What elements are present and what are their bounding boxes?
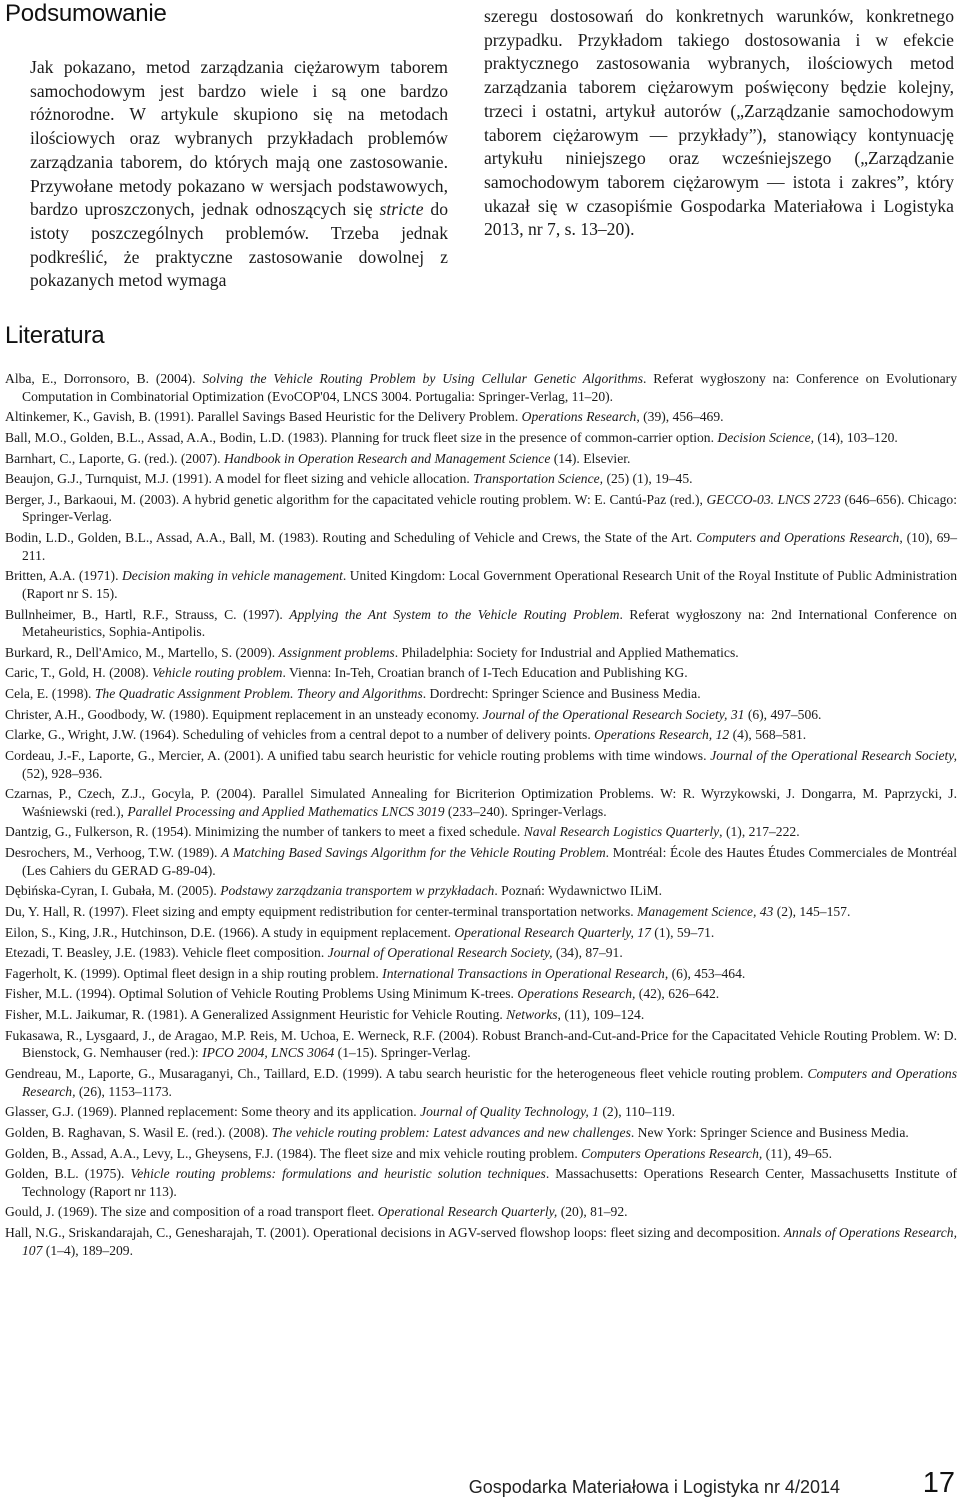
reference-text: (1), 59–71. bbox=[650, 924, 715, 940]
reference-italic-title: Solving the Vehicle Routing Problem by Using Cellular Genetic Algorithms bbox=[202, 371, 644, 386]
reference-text: Fukasawa, R., Lysgaard, J., de Aragao, M.P. Reis, M. Uchoa, E. Werneck, R.F. (2004). Robust Branch-and-Cut-and-Price for the Capacitated Vehicle Routing Problem. W: D. Bienstock, G. Nemhauser (red.): bbox=[5, 1027, 957, 1061]
reference-text: Desrochers, M., Verhoog, T.W. (1989). bbox=[5, 845, 222, 861]
reference-text: , (6), 453–464. bbox=[664, 965, 746, 981]
reference-text: (11), 49–65. bbox=[762, 1145, 833, 1161]
summary-left-italic: stricte bbox=[379, 199, 424, 220]
reference-italic-title: IPCO 2004, LNCS 3064 bbox=[202, 1045, 335, 1061]
reference-italic-title: Assignment problems bbox=[278, 644, 395, 660]
reference-text: Cordeau, J.-F., Laporte, G., Mercier, A. (2001). A unified tabu search heuristic for vehicle routing problems with time windows. bbox=[5, 747, 711, 763]
reference-item bbox=[5, 1165, 957, 1200]
reference-text: Gould, J. (1969). The size and composition of a road transport fleet. bbox=[5, 1204, 378, 1220]
reference-italic-title: Decision making in vehicle management bbox=[121, 568, 343, 584]
reference-item bbox=[5, 370, 957, 405]
reference-item bbox=[5, 1145, 957, 1163]
reference-text: . Montréal: École des Hautes Études Commerciales de Montréal (Les Cahiers du GERAD G-89-04). bbox=[22, 845, 957, 878]
reference-item bbox=[5, 529, 957, 564]
reference-item bbox=[5, 706, 957, 724]
reference-italic-title: Operations Research, bbox=[521, 409, 640, 425]
reference-item bbox=[5, 785, 957, 820]
reference-italic-title: Computers and Operations Research bbox=[696, 530, 900, 546]
reference-item bbox=[5, 470, 957, 488]
reference-text: (233–240). Springer-Verlags. bbox=[444, 803, 607, 819]
reference-item bbox=[5, 1224, 957, 1259]
reference-item bbox=[5, 1006, 957, 1024]
reference-text: . United Kingdom: Local Government Operational Research Unit of the Royal Institute of Public Administration (Raport nr S. 15). bbox=[22, 568, 957, 601]
reference-italic-title: Computers Operations Research, bbox=[581, 1145, 763, 1161]
reference-italic-title: Vehicle routing problem bbox=[152, 665, 283, 681]
summary-right-text: szeregu dostosowań do konkretnych warunków, konkretnego przypadku. Przykładom takiego dostosowania i w efekcie praktycznego zastosowania wybranych, ilościowych metod zarządzania taborem ciężarowym poświęcony będzie kolejny, trzeci i ostatni, artykuł autorów („Zarządzanie samochodowym taborem ciężarowym — przykłady”), stanowiący kontynuację artykułu niniejszego oraz wcześniejszego („Zarządzanie samochodowym taborem ciężarowym — istota i zakres”, który ukazał się w czasopiśmie Gospodarka Materiałowa i Logistyka 2013, nr 7, s. 13–20). bbox=[484, 6, 954, 240]
reference-text: Golden, B., Assad, A.A., Levy, L., Gheysens, F.J. (1984). The fleet size and mix vehicle routing problem. bbox=[5, 1145, 582, 1161]
reference-italic-title: Journal of the Operational Research Society, 31 bbox=[482, 706, 745, 722]
summary-right-column bbox=[484, 5, 954, 242]
reference-text: (14), 103–120. bbox=[814, 429, 898, 445]
reference-item bbox=[5, 944, 957, 962]
reference-item bbox=[5, 1027, 957, 1062]
reference-text: Clarke, G., Wright, J.W. (1964). Scheduling of vehicles from a central depot to a number of delivery points. bbox=[5, 727, 595, 743]
reference-item bbox=[5, 408, 957, 426]
reference-italic-title: Annals of Operations Research, 107 bbox=[22, 1225, 957, 1258]
reference-list bbox=[5, 370, 957, 1262]
reference-text: (20), 81–92. bbox=[557, 1204, 628, 1220]
reference-italic-title: Transportation Science, bbox=[473, 471, 604, 487]
reference-text: Fisher, M.L. (1994). Optimal Solution of Vehicle Routing Problems Using Minimum K-trees. bbox=[5, 986, 518, 1002]
reference-item bbox=[5, 567, 957, 602]
reference-text: (42), 626–642. bbox=[635, 986, 720, 1002]
reference-text: (2), 145–157. bbox=[773, 903, 851, 919]
reference-italic-title: The Quadratic Assignment Problem. Theory and Algorithms bbox=[94, 686, 423, 702]
reference-italic-title: GECCO-03. LNCS 2723 bbox=[706, 491, 841, 507]
reference-text: Christer, A.H., Goodbody, W. (1980). Equipment replacement in an unsteady economy. bbox=[5, 706, 483, 722]
reference-item bbox=[5, 685, 957, 703]
reference-item bbox=[5, 429, 957, 447]
reference-text: Bodin, L.D., Golden, B.L., Assad, A.A., Ball, M. (1983). Routing and Scheduling of Vehicle and Crews, the State of the Art. bbox=[5, 530, 697, 546]
reference-text: . Referat wygłoszony na: 2nd International Conference on Metaheuristics, Sophia-Antipolis. bbox=[22, 606, 957, 640]
summary-left-text-cont: do istoty poszczególnych problemów. Trzeba jednak podkreślić, że praktyczne zastosowanie dowolnej z pokazanych metod wymaga bbox=[30, 199, 448, 291]
reference-italic-title: Podstawy zarządzania transportem w przykładach bbox=[220, 883, 495, 899]
reference-text: Bullnheimer, B., Hartl, R.F., Strauss, C. (1997). bbox=[5, 606, 290, 622]
reference-text: Caric, T., Gold, H. (2008). bbox=[5, 665, 153, 681]
reference-text: (1–4), 189–209. bbox=[42, 1242, 134, 1258]
reference-text: Golden, B.L. (1975). bbox=[5, 1166, 131, 1182]
reference-item bbox=[5, 726, 957, 744]
reference-italic-title: Naval Research Logistics Quarterly bbox=[523, 824, 720, 840]
reference-italic-title: Journal of the Operational Research Society, bbox=[710, 747, 957, 763]
reference-italic-title: Journal of Quality Technology, 1 bbox=[420, 1104, 599, 1120]
reference-italic-title: Networks bbox=[506, 1007, 558, 1023]
section-heading-literature: Literatura bbox=[5, 322, 105, 349]
reference-item bbox=[5, 844, 957, 879]
reference-text: (1–15). Springer-Verlag. bbox=[334, 1045, 471, 1061]
reference-item bbox=[5, 644, 957, 662]
reference-italic-title: Management Science, 43 bbox=[637, 903, 774, 919]
reference-text: Eilon, S., King, J.R., Hutchinson, D.E. (1966). A study in equipment replacement. bbox=[5, 924, 455, 940]
reference-text: (39), 456–469. bbox=[639, 409, 724, 425]
reference-item bbox=[5, 450, 957, 468]
reference-item bbox=[5, 664, 957, 682]
reference-item bbox=[5, 882, 957, 900]
reference-text: . Poznań: Wydawnictwo ILiM. bbox=[494, 883, 663, 899]
reference-text: (646–656). Chicago: Springer-Verlag. bbox=[22, 491, 958, 525]
reference-italic-title: Operations Research, bbox=[517, 986, 636, 1002]
reference-text: , (10), 69–211. bbox=[22, 530, 958, 563]
reference-text: (52), 928–936. bbox=[22, 765, 103, 781]
reference-italic-title: International Transactions in Operational Research bbox=[382, 965, 665, 981]
reference-italic-title: The vehicle routing problem: Latest advances and new challenges bbox=[271, 1124, 631, 1140]
reference-text: (26), 1153–1173. bbox=[75, 1083, 172, 1099]
reference-text: (6), 497–506. bbox=[744, 706, 822, 722]
reference-italic-title: Operations Research, 12 bbox=[594, 727, 730, 743]
reference-text: . New York: Springer Science and Business Media. bbox=[630, 1124, 909, 1140]
reference-italic-title: Handbook in Operation Research and Management Science bbox=[223, 450, 551, 466]
reference-text: Britten, A.A. (1971). bbox=[5, 568, 122, 584]
reference-text: (25) (1), 19–45. bbox=[603, 471, 693, 487]
reference-text: Barnhart, C., Laporte, G. (red.). (2007). bbox=[5, 450, 224, 466]
reference-italic-title: Decision Science, bbox=[717, 429, 815, 445]
reference-item bbox=[5, 965, 957, 983]
reference-text: Beaujon, G.J., Turnquist, M.J. (1991). A model for fleet sizing and vehicle allocation. bbox=[5, 471, 474, 487]
section-heading-summary: Podsumowanie bbox=[5, 0, 167, 27]
reference-text: Gendreau, M., Laporte, G., Musaraganyi, Ch., Taillard, E.D. (1999). A tabu search heuristic for the heterogeneous fleet vehicle routing problem. bbox=[5, 1066, 808, 1081]
reference-text: Du, Y. Hall, R. (1997). Fleet sizing and empty equipment redistribution for center-terminal transportation networks. bbox=[5, 903, 638, 919]
reference-item bbox=[5, 924, 957, 942]
reference-text: Berger, J., Barkaoui, M. (2003). A hybrid genetic algorithm for the capacitated vehicle routing problem. W: E. Cantú-Paz (red.), bbox=[5, 491, 707, 507]
reference-text: . Referat wygłoszony na: Conference on Evolutionary Computation in Combinatorial Optimization (EvoCOP'04, LNCS 3004. Portugalia: Springer-Verlag, 11–20). bbox=[22, 371, 958, 404]
summary-left-column bbox=[30, 56, 448, 293]
reference-text: Glasser, G.J. (1969). Planned replacement: Some theory and its application. bbox=[5, 1104, 421, 1120]
reference-item bbox=[5, 903, 957, 921]
reference-text: Burkard, R., Dell'Amico, M., Martello, S. (2009). bbox=[5, 644, 279, 660]
reference-italic-title: Applying the Ant System to the Vehicle Routing Problem bbox=[289, 606, 620, 622]
reference-item bbox=[5, 985, 957, 1003]
reference-item bbox=[5, 1103, 957, 1121]
reference-text: Fagerholt, K. (1999). Optimal fleet design in a ship routing problem. bbox=[5, 965, 383, 981]
reference-item bbox=[5, 491, 957, 526]
reference-text: (34), 87–91. bbox=[552, 945, 623, 961]
reference-text: Cela, E. (1998). bbox=[5, 686, 95, 702]
reference-italic-title: Vehicle routing problems: formulations and heuristic solution techniques bbox=[130, 1166, 546, 1182]
reference-italic-title: Parallel Processing and Applied Mathematics LNCS 3019 bbox=[127, 803, 445, 819]
reference-text: (4), 568–581. bbox=[729, 727, 807, 743]
reference-text: Altinkemer, K., Gavish, B. (1991). Parallel Savings Based Heuristic for the Delivery Problem. bbox=[5, 409, 522, 425]
reference-item bbox=[5, 1065, 957, 1100]
reference-text: (2), 110–119. bbox=[598, 1104, 675, 1120]
reference-text: Etezadi, T. Beasley, J.E. (1983). Vehicle fleet composition. bbox=[5, 945, 328, 961]
page-number: 17 bbox=[922, 1467, 955, 1499]
reference-italic-title: Computers and Operations Research, bbox=[22, 1066, 957, 1099]
summary-left-text: Jak pokazano, metod zarządzania ciężarowym taborem samochodowym jest bardzo wiele i są one bardzo różnorodne. W artykule skupiono się na metodach ilościowych oraz wybranych przykładach problemów zarządzania taborem, do których mają one zastosowanie. Przywołane metody pokazano w wersjach podstawowych, bardzo uproszczonych, jednak odnoszących się bbox=[30, 57, 448, 220]
reference-italic-title: Operational Research Quarterly, 17 bbox=[454, 924, 651, 940]
reference-text: Hall, N.G., Sriskandarajah, C., Genesharajah, T. (2001). Operational decisions in AGV-served flowshop loops: fleet sizing and decomposition. bbox=[5, 1225, 784, 1241]
reference-item bbox=[5, 747, 957, 782]
reference-item bbox=[5, 606, 957, 641]
reference-text: . Philadelphia: Society for Industrial and Applied Mathematics. bbox=[394, 644, 739, 660]
reference-text: (14). Elsevier. bbox=[550, 450, 631, 466]
reference-text: . Dordrecht: Springer Science and Business Media. bbox=[422, 686, 701, 702]
reference-text: Golden, B. Raghavan, S. Wasil E. (red.). (2008). bbox=[5, 1124, 272, 1140]
reference-text: Fisher, M.L. Jaikumar, R. (1981). A Generalized Assignment Heuristic for Vehicle Routing. bbox=[5, 1007, 507, 1023]
reference-item bbox=[5, 1124, 957, 1142]
reference-text: . Massachusetts: Operations Research Center, Massachusetts Institute of Technology (Raport nr 113). bbox=[22, 1166, 958, 1199]
reference-italic-title: A Matching Based Savings Algorithm for the Vehicle Routing Problem bbox=[221, 845, 606, 861]
reference-italic-title: Journal of Operational Research Society, bbox=[327, 945, 553, 961]
reference-text: Ball, M.O., Golden, B.L., Assad, A.A., Bodin, L.D. (1983). Planning for truck fleet size in the presence of common-carrier option. bbox=[5, 429, 718, 445]
reference-text: , (1), 217–222. bbox=[719, 824, 800, 840]
reference-item bbox=[5, 823, 957, 841]
reference-text: , (11), 109–124. bbox=[557, 1007, 645, 1023]
reference-text: Dębińska-Cyran, I. Gubała, M. (2005). bbox=[5, 883, 221, 899]
reference-item bbox=[5, 1203, 957, 1221]
reference-text: Dantzig, G., Fulkerson, R. (1954). Minimizing the number of tankers to meet a fixed schedule. bbox=[5, 824, 524, 840]
reference-italic-title: Operational Research Quarterly, bbox=[377, 1204, 558, 1220]
reference-text: Alba, E., Dorronsoro, B. (2004). bbox=[5, 371, 203, 386]
journal-footer-text: Gospodarka Materiałowa i Logistyka nr 4/2014 bbox=[468, 1477, 840, 1497]
page-footer bbox=[0, 1467, 960, 1497]
reference-text: Czarnas, P., Czech, Z.J., Gocyla, P. (2004). Parallel Simulated Annealing for Bicriterion Optimization Problems. W: R. Wyrzykowski, J. Dongarra, M. Paprzycki, J. Waśniewski (red.), bbox=[5, 786, 957, 819]
reference-text: . Vienna: In-Teh, Croatian branch of I-Tech Education and Publishing KG. bbox=[282, 665, 688, 681]
